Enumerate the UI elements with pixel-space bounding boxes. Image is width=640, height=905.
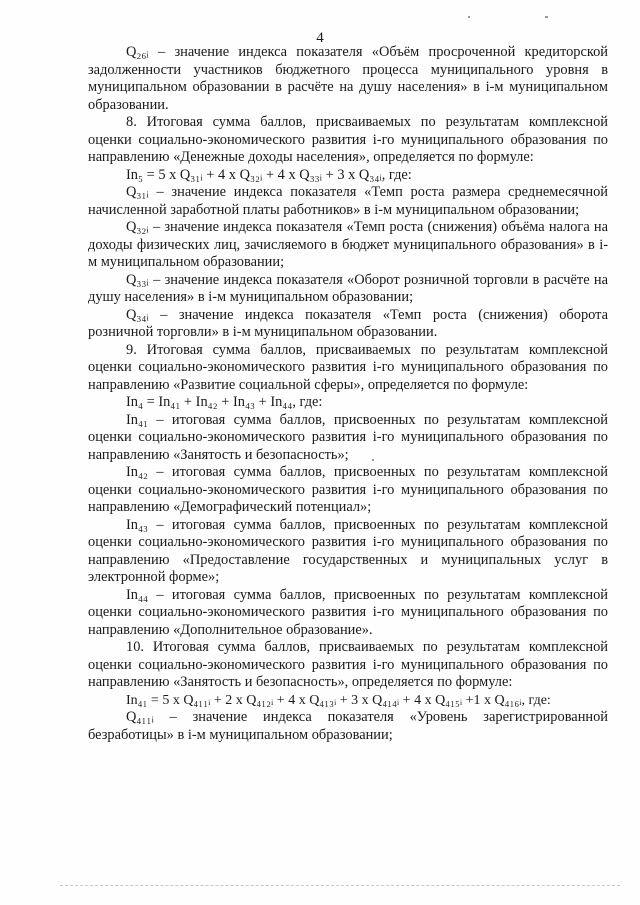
- paragraph-in42: In₄₂ – итоговая сумма баллов, присвоенных по результатам комплексной оценки социально-экономического развития i-го муниципального образования по направлению «Демографический потенциал»;: [88, 464, 608, 515]
- formula-in5: In₅ = 5 x Q₃₁ᵢ + 4 x Q₃₂ᵢ + 4 x Q₃₃ᵢ + 3 x Q₃₄ᵢ, где:: [126, 166, 412, 183]
- scan-speck: [372, 459, 374, 461]
- paragraph-q32: Q₃₂ᵢ – значение индекса показателя «Темп роста (снижения) объёма налога на доходы физических лиц, зачисляемого в бюджет муниципального образования» в i-м муниципальном образовании;: [88, 219, 608, 270]
- paragraph-in44: In₄₄ – итоговая сумма баллов, присвоенных по результатам комплексной оценки социально-экономического развития i-го муниципального образования по направлению «Дополнительное образование».: [88, 586, 608, 638]
- page-number: 4: [316, 30, 324, 46]
- paragraph-8: 8. Итоговая сумма баллов, присваиваемых по результатам комплексной оценки социально-экономического развития i-го муниципального образования по направлению «Денежные доходы населения», определяется по формуле:: [88, 114, 608, 165]
- paragraph-q411: Q₄₁₁ᵢ – значение индекса показателя «Уровень зарегистрированной безработицы» в i-м муниципальном образовании;: [88, 709, 608, 743]
- formula-in41: In₄₁ = 5 x Q₄₁₁ᵢ + 2 x Q₄₁₂ᵢ + 4 x Q₄₁₃ᵢ + 3 x Q₄₁₄ᵢ + 4 x Q₄₁₅ᵢ +1 x Q₄₁₆ᵢ, где:: [126, 692, 551, 708]
- paragraph-q31: Q₃₁ᵢ – значение индекса показателя «Темп роста размера среднемесячной начисленной заработной платы работников» в i-м муниципальном образовании;: [88, 184, 608, 218]
- paragraph-q33: Q₃₃ᵢ – значение индекса показателя «Оборот розничной торговли в расчёте на душу населения» в i-м муниципальном образовании;: [88, 271, 608, 305]
- paragraph-in43: In₄₃ – итоговая сумма баллов, присвоенных по результатам комплексной оценки социально-экономического развития i-го муниципального образования по направлению «Предоставление государственных и муниципальных услуг в электронной форме»;: [88, 516, 608, 585]
- paragraph-in41: In₄₁ – итоговая сумма баллов, присвоенных по результатам комплексной оценки социально-экономического развития i-го муниципального образования по направлению «Занятость и безопасность»;: [88, 411, 608, 463]
- paragraph-9: 9. Итоговая сумма баллов, присваиваемых по результатам комплексной оценки социально-экономического развития i-го муниципального образования по направлению «Развитие социальной сферы», определяется по формуле:: [88, 341, 608, 393]
- scan-speck: [545, 16, 548, 18]
- formula-in4: In₄ = In₄₁ + In₄₂ + In₄₃ + In₄₄, где:: [126, 394, 323, 410]
- paragraph-q26: Q₂₆ᵢ – значение индекса показателя «Объём просроченной кредиторской задолженности участников бюджетного процесса муниципального уровня в муниципальном образовании в расчёте на душу населения» в i-м муниципальном образовании.: [88, 44, 608, 113]
- paragraph-q34: Q₃₄ᵢ – значение индекса показателя «Темп роста (снижения) оборота розничной торговли» в i-м муниципальном образовании.: [88, 306, 608, 340]
- document-body: [88, 44, 608, 744]
- scan-edge-marks: [60, 885, 620, 889]
- paragraph-10: 10. Итоговая сумма баллов, присваиваемых по результатам комплексной оценки социально-экономического развития i-го муниципального образования по направлению «Занятость и безопасность», определяется по формуле:: [88, 639, 608, 690]
- scan-speck: [468, 16, 470, 18]
